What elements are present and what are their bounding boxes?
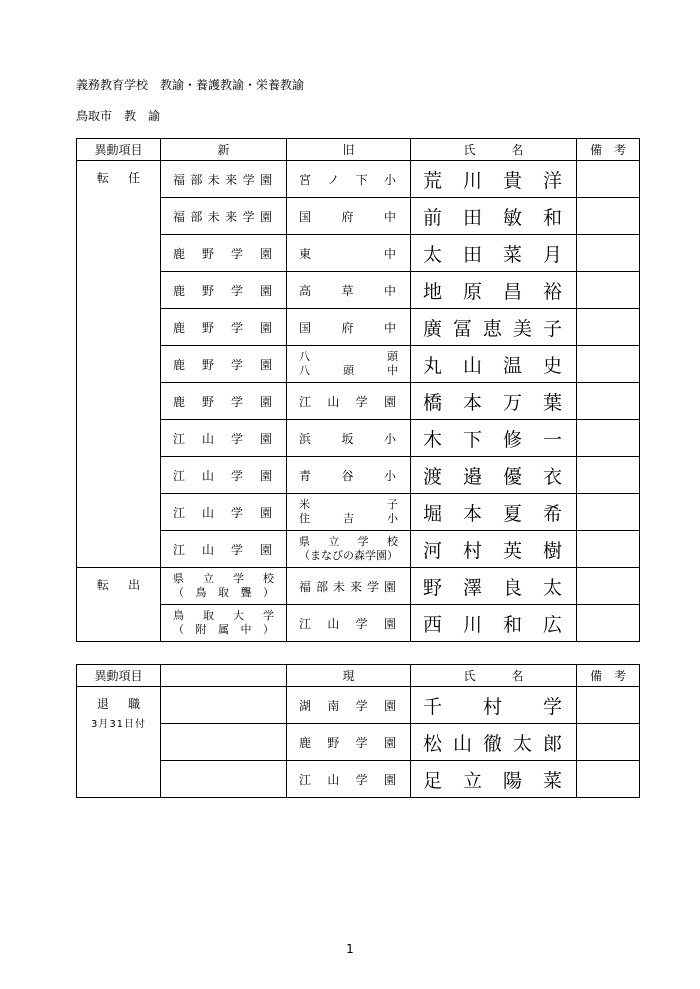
new-school-cell [161,272,287,309]
old-school-cell [287,457,411,494]
new-school-line1: 県 立 学 校 [173,572,274,586]
old-school-name: 国 府 中 [299,320,396,335]
old-school-cell [287,494,411,531]
person-name: 足 立 陽 菜 [423,769,562,792]
column-header: 氏 名 [411,139,577,161]
person-name-cell [411,198,577,235]
remarks-cell [577,687,640,724]
person-name-cell [411,568,577,605]
old-school-name: 浜 坂 小 [299,431,396,446]
category-label: 転任 [96,171,160,185]
table-row [77,420,640,457]
remarks-cell [577,235,640,272]
table-row [77,687,640,724]
person-name-cell [411,687,577,724]
new-school-name: 鹿 野 学 園 [173,394,272,409]
person-name-cell [411,272,577,309]
person-name-cell [411,383,577,420]
current-school-cell [287,687,411,724]
remarks-cell [577,346,640,383]
table-row [77,383,640,420]
table-row [77,235,640,272]
retirement-table-header [77,665,640,687]
person-name: 廣 冨 恵 美 子 [423,317,562,340]
blank-cell [161,724,287,761]
current-school-cell [287,761,411,798]
new-school-cell [161,235,287,272]
table-row [77,457,640,494]
category-label: 退職 [96,697,160,711]
new-school-name: 江 山 学 園 [173,505,272,520]
new-school-cell [161,383,287,420]
remarks-cell [577,568,640,605]
new-school-name: 鹿 野 学 園 [173,320,272,335]
column-header: 現 [287,665,411,687]
category-label: 転出 [96,578,160,592]
new-school-cell [161,346,287,383]
remarks-cell [577,457,640,494]
new-school-name: 江 山 学 園 [173,542,272,557]
old-school-name: 高 草 中 [299,283,396,298]
remarks-cell [577,494,640,531]
table-row [77,724,640,761]
new-school-name: 福 部 未 来 学 園 [173,209,272,224]
new-school-cell [161,420,287,457]
person-name: 西 川 和 広 [423,613,562,636]
new-school-line2: （ 附 属 中 ） [173,623,274,636]
column-header: 備 考 [577,139,640,161]
old-school-name: 宮 ノ 下 小 [299,172,396,187]
new-school-cell [161,457,287,494]
new-school-cell [161,531,287,568]
column-header: 異動項目 [77,665,161,687]
old-school-line1: 八 頭 [299,350,398,364]
old-school-cell [287,161,411,198]
new-school-line1: 鳥 取 大 学 [173,609,274,623]
old-school-cell [287,383,411,420]
person-name: 荒 川 貴 洋 [423,169,562,192]
old-school-line2: 住 吉 小 [299,512,398,525]
current-school-name: 鹿 野 学 園 [299,735,396,750]
new-school-name: 福 部 未 来 学 園 [173,172,272,187]
page-number: 1 [346,942,354,956]
column-header: 氏 名 [411,665,577,687]
person-name-cell [411,457,577,494]
old-school-line1: 県 立 学 校 [299,534,398,548]
person-name-cell [411,309,577,346]
table-row [77,494,640,531]
person-name-cell [411,235,577,272]
remarks-cell [577,724,640,761]
new-school-name: 鹿 野 学 園 [173,283,272,298]
person-name: 野 澤 良 太 [423,576,562,599]
person-name: 地 原 昌 裕 [423,280,562,303]
blank-cell [161,761,287,798]
blank-header-cell [161,665,287,687]
document-subheading: 鳥取市 教 諭 [76,109,161,123]
new-school-name: 江 山 学 園 [173,468,272,483]
remarks-cell [577,761,640,798]
new-school-name: 鹿 野 学 園 [173,246,272,261]
person-name-cell [411,494,577,531]
person-name: 橋 本 万 葉 [423,391,562,414]
remarks-cell [577,383,640,420]
old-school-name: 江 山 学 園 [299,616,396,631]
remarks-cell [577,198,640,235]
column-header: 備 考 [577,665,640,687]
new-school-cell [161,494,287,531]
table-row [77,531,640,568]
person-name: 渡 邉 優 衣 [423,465,562,488]
old-school-name: 福 部 未 来 学 園 [299,579,396,594]
table-row [77,161,640,198]
current-school-name: 江 山 学 園 [299,772,396,787]
old-school-name: 江 山 学 園 [299,394,396,409]
old-school-line2: 八 頭 中 [299,364,398,377]
remarks-cell [577,309,640,346]
remarks-cell [577,605,640,642]
new-school-cell [161,568,287,605]
old-school-cell [287,531,411,568]
person-name-cell [411,724,577,761]
table-row [77,761,640,798]
table-row [77,346,640,383]
remarks-cell [577,420,640,457]
person-name-cell [411,531,577,568]
old-school-cell [287,235,411,272]
table-row [77,568,640,605]
blank-cell [161,687,287,724]
person-name: 木 下 修 一 [423,428,562,451]
current-school-cell [287,724,411,761]
person-name: 丸 山 温 史 [423,354,562,377]
column-header: 旧 [287,139,411,161]
person-name-cell [411,161,577,198]
old-school-name: 東 中 [299,246,396,261]
column-header: 新 [161,139,287,161]
column-header: 異動項目 [77,139,161,161]
document-heading: 義務教育学校 教諭・養護教諭・栄養教諭 [76,78,305,92]
new-school-line2: （ 鳥 取 聾 ） [173,586,274,599]
old-school-cell [287,309,411,346]
new-school-name: 鹿 野 学 園 [173,357,272,372]
new-school-name: 江 山 学 園 [173,431,272,446]
old-school-cell [287,420,411,457]
old-school-line2: （まなびの森学園） [299,548,398,562]
old-school-cell [287,198,411,235]
person-name: 千 村 学 [423,695,562,718]
new-school-cell [161,605,287,642]
remarks-cell [577,272,640,309]
category-date: 3月31日付 [90,719,147,730]
retirement-table [76,664,640,798]
transfer-table [76,138,640,642]
transfer-table-header [77,139,640,161]
table-row [77,605,640,642]
table-row [77,198,640,235]
person-name: 前 田 敏 和 [423,206,562,229]
table-row [77,272,640,309]
person-name: 堀 本 夏 希 [423,502,562,525]
category-cell [77,687,161,798]
category-cell [77,568,161,642]
person-name: 松 山 徹 太 郎 [423,732,562,755]
person-name: 河 村 英 樹 [423,539,562,562]
table-row [77,309,640,346]
remarks-cell [577,161,640,198]
new-school-cell [161,309,287,346]
old-school-cell [287,272,411,309]
remarks-cell [577,531,640,568]
person-name-cell [411,346,577,383]
current-school-name: 湖 南 学 園 [299,698,396,713]
person-name: 太 田 菜 月 [423,243,562,266]
old-school-name: 国 府 中 [299,209,396,224]
old-school-cell [287,605,411,642]
old-school-name: 青 谷 小 [299,468,396,483]
new-school-cell [161,198,287,235]
person-name-cell [411,420,577,457]
old-school-cell [287,568,411,605]
person-name-cell [411,761,577,798]
person-name-cell [411,605,577,642]
category-cell [77,161,161,568]
old-school-cell [287,346,411,383]
old-school-line1: 米 子 [299,498,398,512]
new-school-cell [161,161,287,198]
